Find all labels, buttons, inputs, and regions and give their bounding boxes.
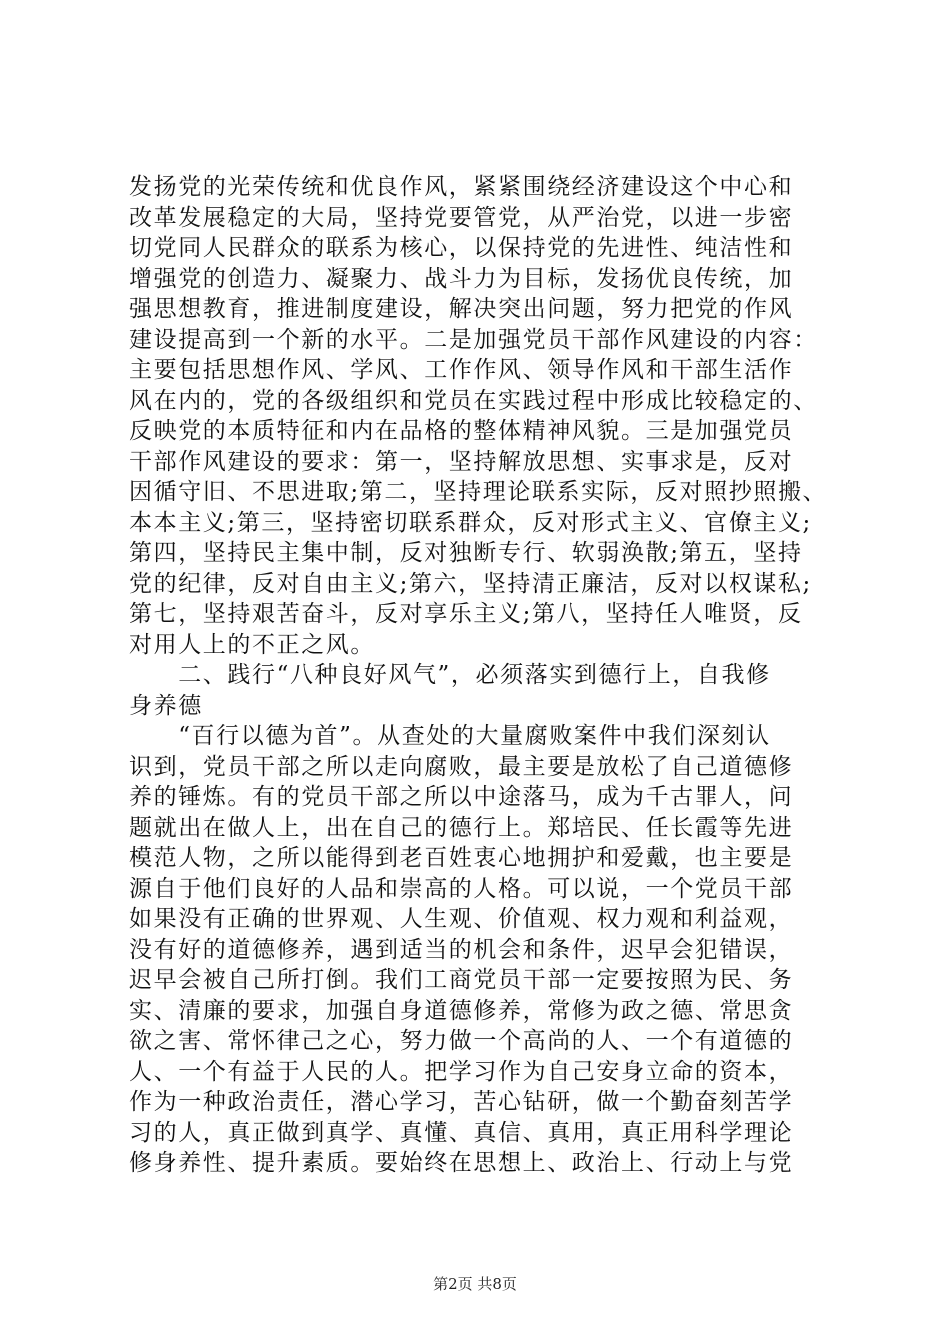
text-line: 源自于他们良好的人品和崇高的人格。可以说，一个党员干部 xyxy=(129,875,794,902)
text-line: 识到，党员干部之所以走向腐败，最主要是放松了自己道德修 xyxy=(129,753,794,780)
body-text xyxy=(129,172,834,1179)
text-line: 反映党的本质特征和内在品格的整体精神风貌。三是加强党员 xyxy=(129,418,794,444)
text-line: 题就出在做人上，出在自己的德行上。郑培民、任长霞等先进 xyxy=(129,814,794,841)
text-line: 养的锤炼。有的党员干部之所以中途落马，成为千古罪人，问 xyxy=(129,784,794,810)
text-line: 迟早会被自己所打倒。我们工商党员干部一定要按照为民、务 xyxy=(129,967,794,993)
text-line: 习的人，真正做到真学、真懂、真信、真用，真正用科学理论 xyxy=(129,1119,794,1146)
text-line: 实、清廉的要求，加强自身道德修养，常修为政之德、常思贪 xyxy=(129,997,794,1024)
text-line: 第七，坚持艰苦奋斗，反对享乐主义;第八，坚持任人唯贤，反 xyxy=(129,601,803,627)
text-line: 切党同人民群众的联系为核心，以保持党的先进性、纯洁性和 xyxy=(129,235,794,261)
text-line: 作为一种政治责任，潜心学习，苦心钻研，做一个勤奋刻苦学 xyxy=(129,1089,794,1115)
text-line: 修身养性、提升素质。要始终在思想上、政治上、行动上与党 xyxy=(129,1150,794,1176)
text-line: 本本主义;第三，坚持密切联系群众，反对形式主义、官僚主义; xyxy=(129,509,812,536)
text-line: 没有好的道德修养，遇到适当的机会和条件，迟早会犯错误， xyxy=(129,936,794,963)
text-line: 增强党的创造力、凝聚力、战斗力为目标，发扬优良传统，加 xyxy=(129,265,794,292)
text-line: 主要包括思想作风、学风、工作作风、领导作风和干部生活作 xyxy=(129,357,794,383)
text-line: 干部作风建设的要求：第一，坚持解放思想、实事求是，反对 xyxy=(129,448,794,475)
section-heading-line: 二、践行“八种良好风气”，必须落实到德行上，自我修 xyxy=(129,662,771,688)
text-line: 风在内的，党的各级组织和党员在实践过程中形成比较稳定的、 xyxy=(129,387,818,414)
text-line: “百行以德为首”。从查处的大量腐败案件中我们深刻认 xyxy=(129,723,771,749)
page-footer xyxy=(0,1274,950,1294)
page-number: 第2页 共8页 xyxy=(433,1275,517,1293)
section-heading-line: 身养德 xyxy=(129,692,203,719)
text-line: 如果没有正确的世界观、人生观、价值观、权力观和利益观， xyxy=(129,906,794,932)
text-line: 党的纪律，反对自由主义;第六，坚持清正廉洁，反对以权谋私; xyxy=(129,570,812,597)
text-line: 因循守旧、不思进取;第二，坚持理论联系实际，反对照抄照搬、 xyxy=(129,479,828,505)
text-line: 模范人物，之所以能得到老百姓衷心地拥护和爱戴，也主要是 xyxy=(129,845,794,871)
text-line: 改革发展稳定的大局，坚持党要管党，从严治党，以进一步密 xyxy=(129,204,794,231)
text-line: 人、一个有益于人民的人。把学习作为自己安身立命的资本， xyxy=(129,1058,794,1085)
text-line: 欲之害、常怀律己之心，努力做一个高尚的人、一个有道德的 xyxy=(129,1028,794,1054)
text-line: 对用人上的不正之风。 xyxy=(129,631,375,658)
text-line: 强思想教育，推进制度建设，解决突出问题，努力把党的作风 xyxy=(129,296,794,322)
text-line: 第四，坚持民主集中制，反对独断专行、软弱涣散;第五，坚持 xyxy=(129,540,803,566)
text-line: 建设提高到一个新的水平。二是加强党员干部作风建设的内容： xyxy=(129,326,818,353)
text-line: 发扬党的光荣传统和优良作风，紧紧围绕经济建设这个中心和 xyxy=(129,174,794,200)
